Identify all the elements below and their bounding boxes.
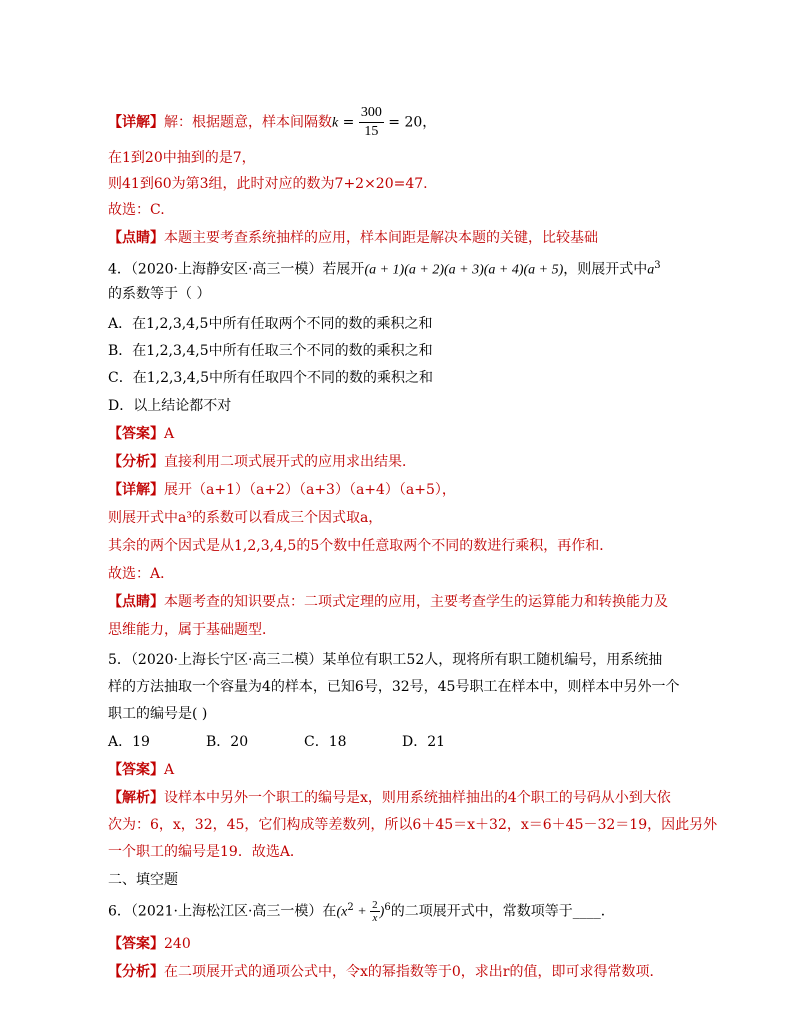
q4-detail	[108, 480, 456, 500]
q4-option-b: B．在1,2,3,4,5中所有任取三个不同的数的乘积之和	[108, 343, 433, 359]
answer-value: 240	[164, 936, 191, 952]
q5-analysis2: 次为：6，x，32，45，它们构成等差数列，所以6＋45＝x＋32，x＝6＋45－32＝19，因此另外	[108, 817, 718, 833]
q6-expr-open: (x	[336, 904, 348, 920]
q5-options	[108, 732, 500, 752]
q5-option-b: B．20	[206, 734, 249, 750]
q4-detail3: 其余的两个因式是从1,2,3,4,5的5个数中任意取两个不同的数进行乘积，再作和．	[108, 538, 614, 554]
detail-text: 解：根据题意，样本间隔数	[164, 114, 332, 131]
q5-option-c: C．18	[304, 734, 347, 750]
answer-tag: 【答案】	[108, 426, 164, 442]
q4-comment2: 思维能力，属于基础题型．	[108, 622, 276, 638]
answer-tag: 【答案】	[108, 762, 164, 778]
analysis-tag: 【分析】	[108, 964, 164, 980]
q5-answer	[108, 760, 174, 780]
detail-text: 展开（a+1）（a+2）（a+3）（a+4）（a+5），	[164, 482, 456, 498]
q4-detail4: 故选：A．	[108, 566, 175, 582]
analysis-tag: 【分析】	[108, 454, 164, 470]
q4-stem-line2: 的系数等于（ ）	[108, 286, 211, 302]
q4-stem-line1	[108, 256, 661, 281]
comment-text: 本题考查的知识要点：二项式定理的应用，主要考查学生的运算能力和转换能力及	[164, 594, 668, 610]
q4-stem-source: 4．（2020·上海静安区·高三一模）若展开	[108, 261, 365, 278]
q5-stem-line2: 样的方法抽取一个容量为4的样本，已知6号，32号，45号职工在样本中，则样本中另外一个	[108, 679, 680, 695]
comment-tag: 【点睛】	[108, 230, 164, 246]
q5-option-a: A．19	[108, 734, 150, 750]
q3-line2: 则41到60为第3组，此时对应的数为7+2×20=47.	[108, 176, 428, 192]
q6-plus: +	[353, 904, 371, 920]
q6-fraction	[370, 899, 380, 924]
q4-expression: (a + 1)(a + 2)(a + 3)(a + 4)(a + 5)	[364, 262, 564, 278]
q4-option-a: A．在1,2,3,4,5中所有任取两个不同的数的乘积之和	[108, 316, 433, 332]
section-heading: 二、填空题	[108, 872, 178, 888]
fraction-denominator: 15	[364, 124, 379, 139]
q6-frac-num: 2	[372, 899, 378, 912]
q4-option-c: C．在1,2,3,4,5中所有任取四个不同的数的乘积之和	[108, 370, 434, 386]
q5-stem-line1: 5．（2020·上海长宁区·高三二模）某单位有职工52人，现将所有职工随机编号，用系统抽	[108, 652, 663, 668]
q3-comment	[108, 228, 598, 248]
answer-value: A	[164, 762, 175, 778]
comment-tag: 【点睛】	[108, 594, 164, 610]
detail-tag: 【详解】	[108, 114, 164, 131]
q6-stem	[108, 898, 615, 924]
q6-answer	[108, 934, 191, 954]
q3-line1: 在1到20中抽到的是7，	[108, 150, 256, 166]
detail-result: = 20，	[383, 114, 437, 131]
q3-line3: 故选：C.	[108, 202, 165, 218]
q6-square: 2	[347, 902, 354, 913]
analysis-tag: 【解析】	[108, 790, 164, 806]
q5-option-d: D．21	[402, 734, 446, 750]
q4-analysis	[108, 452, 416, 472]
q6-analysis	[108, 962, 664, 982]
q5-stem-line3: 职工的编号是( )	[108, 706, 208, 722]
comment-text: 本题主要考查系统抽样的应用，样本间距是解决本题的关键，比较基础	[164, 230, 598, 246]
q4-detail2: 则展开式中a³的系数可以看成三个因式取a，	[108, 510, 383, 526]
answer-value: A	[164, 426, 175, 442]
q3-detail-line	[108, 104, 436, 141]
q6-expr-close: )	[379, 904, 385, 920]
var-k: k	[332, 115, 339, 131]
analysis-text: 在二项展开式的通项公式中，令x的幂指数等于0，求出r的值，即可求得常数项．	[164, 964, 664, 980]
detail-tag: 【详解】	[108, 482, 164, 498]
q4-exponent: 3	[654, 260, 661, 271]
answer-tag: 【答案】	[108, 936, 164, 952]
analysis-text: 直接利用二项式展开式的应用求出结果．	[164, 454, 416, 470]
q4-comment	[108, 592, 668, 612]
q6-power: 6	[384, 902, 391, 913]
q5-analysis3: 一个职工的编号是19．故选A．	[108, 844, 304, 860]
analysis-text: 设样本中另外一个职工的编号是x，则用系统抽样抽出的4个职工的号码从小到大依	[164, 790, 671, 806]
q5-analysis	[108, 788, 671, 808]
q4-a-var: a	[647, 262, 655, 278]
q4-option-d: D．以上结论都不对	[108, 398, 232, 414]
q4-stem-mid: ，则展开式中	[563, 261, 648, 278]
q6-stem-tail: 的二项展开式中，常数项等于____．	[390, 903, 615, 920]
q6-stem-source: 6．（2021·上海松江区·高三一模）在	[108, 903, 337, 920]
equals-sign: =	[338, 114, 359, 131]
fraction	[359, 104, 384, 141]
q6-frac-den: x	[372, 912, 378, 925]
q4-answer	[108, 424, 174, 444]
fraction-numerator: 300	[359, 104, 384, 123]
